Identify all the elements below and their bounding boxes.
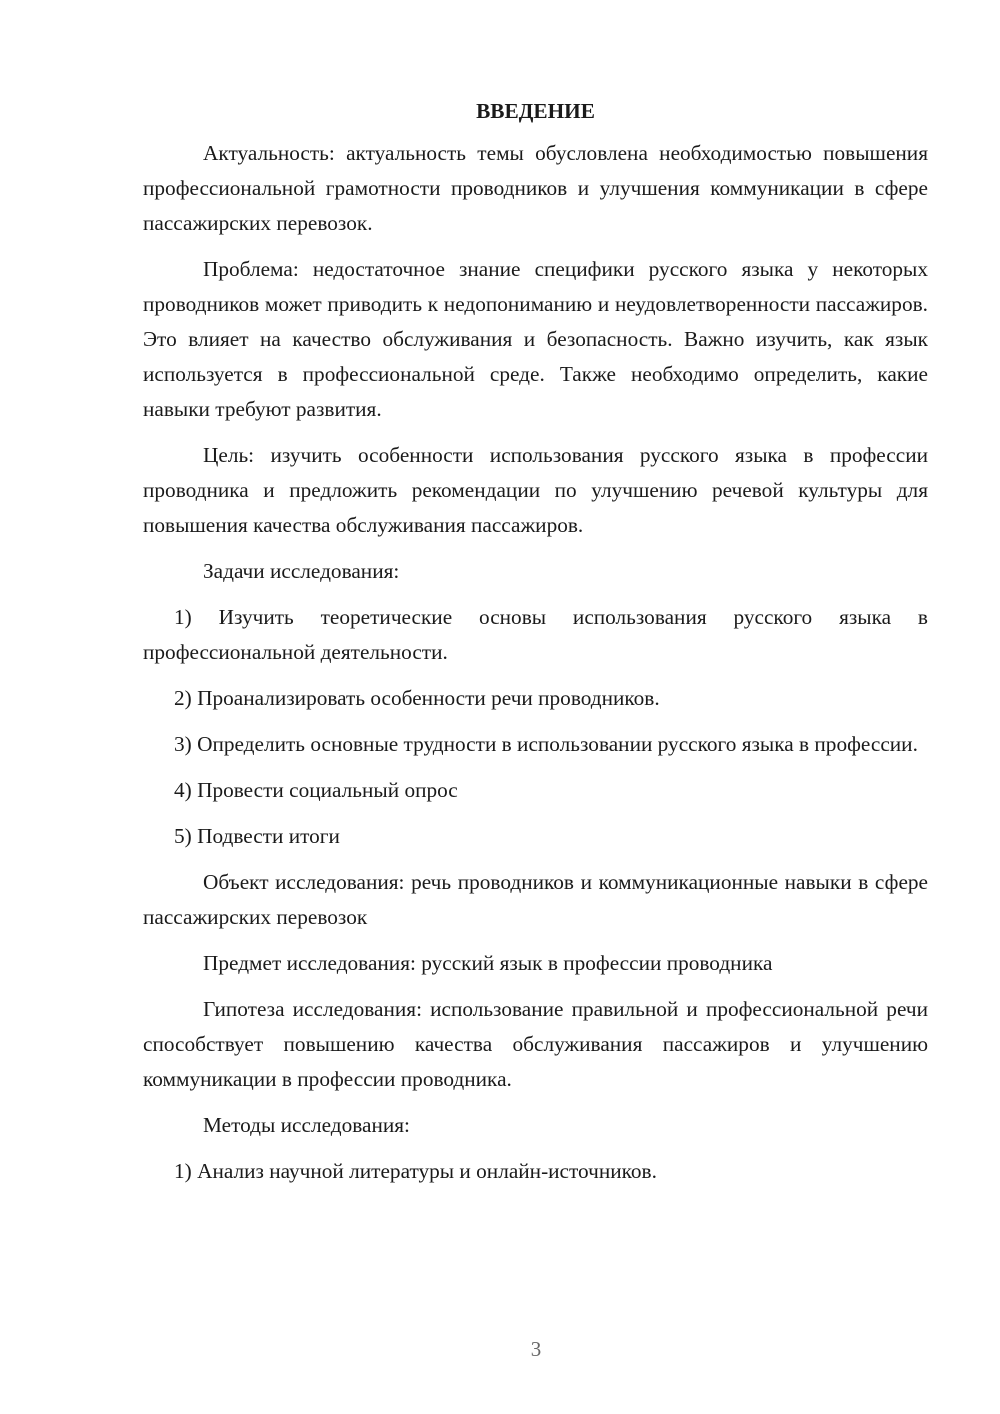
paragraph-object: Объект исследования: речь проводников и коммуникационные навыки в сфере пассажирских перевозок xyxy=(143,870,928,929)
paragraph-methods-title: Методы исследования: xyxy=(203,1113,410,1137)
paragraph-relevance: Актуальность: актуальность темы обусловлена необходимостью повышения профессиональной грамотности проводников и улучшения коммуникации в сфере пассажирских перевозок. xyxy=(143,141,928,235)
page-number: 3 xyxy=(530,1337,542,1361)
task-item-3: 3) Определить основные трудности в использовании русского языка в профессии. xyxy=(174,732,918,756)
task-item-5: 5) Подвести итоги xyxy=(174,824,340,848)
paragraph-problem: Проблема: недостаточное знание специфики русского языка у некоторых проводников может приводить к недопониманию и неудовлетворенности пассажиров. Это влияет на качество обслуживания и безопасность. Важно изучить, как язык используется в профессиональной среде. Также необходимо определить, какие навыки требуют развития. xyxy=(143,257,928,421)
document-page xyxy=(143,96,928,1200)
paragraph-tasks-title: Задачи исследования: xyxy=(203,559,400,583)
paragraph-subject: Предмет исследования: русский язык в профессии проводника xyxy=(203,951,773,975)
task-item-1: 1) Изучить теоретические основы использования русского языка в профессиональной деятельности. xyxy=(143,605,928,664)
section-heading: ВВЕДЕНИЕ xyxy=(476,99,595,123)
paragraph-goal: Цель: изучить особенности использования русского языка в профессии проводника и предложить рекомендации по улучшению речевой культуры для повышения качества обслуживания пассажиров. xyxy=(143,443,928,537)
method-item-1: 1) Анализ научной литературы и онлайн-источников. xyxy=(174,1159,657,1183)
task-item-2: 2) Проанализировать особенности речи проводников. xyxy=(174,686,660,710)
paragraph-hypothesis: Гипотеза исследования: использование правильной и профессиональной речи способствует повышению качества обслуживания пассажиров и улучшению коммуникации в профессии проводника. xyxy=(143,997,928,1091)
task-item-4: 4) Провести социальный опрос xyxy=(174,778,458,802)
